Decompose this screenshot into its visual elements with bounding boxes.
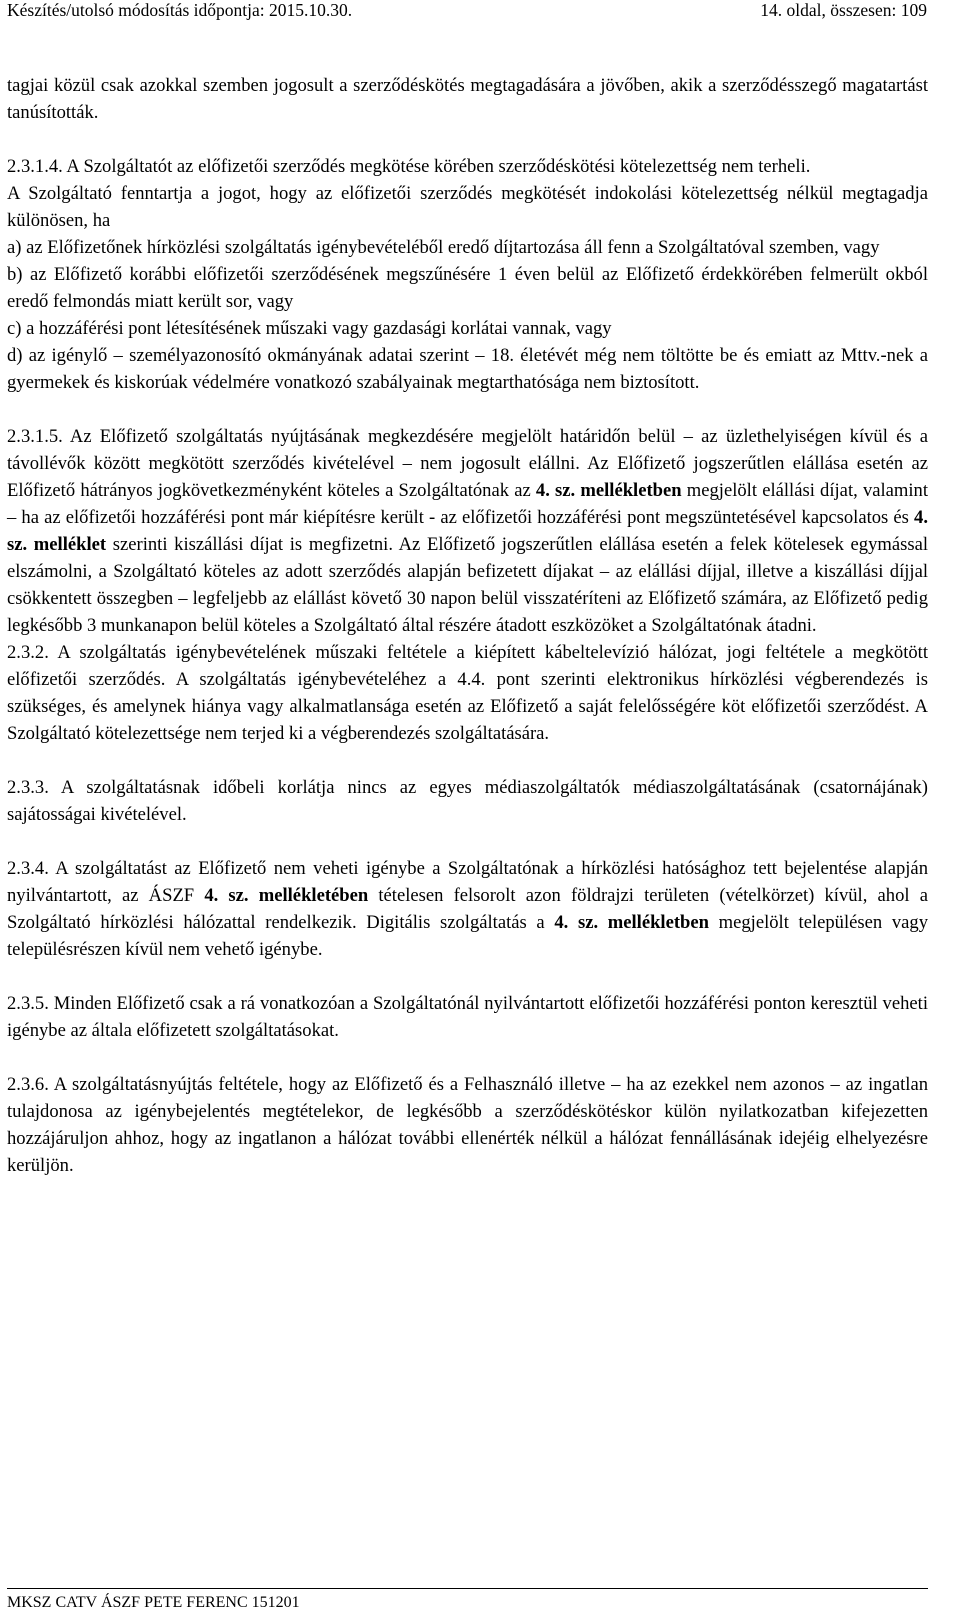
section-2-3-1-5-annex-ref-1: 4. sz. mellékletben bbox=[535, 480, 682, 501]
document-body bbox=[7, 72, 928, 1179]
section-2-3-1-5-text-3: szerinti kiszállási díjat is megfizetni. Az Előfizető jogszerűtlen elállása esetén a felek kötelesek egymással elszámolni, a Szolgáltató köteles az adott szerződés alapján befizetett díjakat – az elállási díjjal, illetve a kiszállási díjjal csökkentett összegben – legfeljebb az elállást követő 30 napon belül visszatéríteni az Előfizető számára, az Előfizető pedig legkésőbb 3 munkanapon belül köteles a Szolgáltató által részére átadott eszközöket a Szolgáltatónak átadni. bbox=[7, 534, 928, 636]
section-2-3-5: 2.3.5. Minden Előfizető csak a rá vonatkozóan a Szolgáltatónál nyilvántartott előfizetői hozzáférési ponton keresztül veheti igénybe az általa előfizetett szolgáltatásokat. bbox=[7, 993, 928, 1041]
section-2-3-1-5 bbox=[7, 423, 928, 639]
footer-divider bbox=[7, 1588, 928, 1589]
list-item-d: d) az igénylő – személyazonosító okmányának adatai szerint – 18. életévét még nem töltötte be és emiatt az Mttv.-nek a gyermekek és kiskorúak védelmére vonatkozó szabályainak megtarthatósága nem biztosított. bbox=[7, 345, 928, 393]
section-2-3-1-5-text-2: megjelölt elállási díjat, valamint – ha az előfizetői hozzáférési pont már kiépítésre került - az előfizetői hozzáférési pont megszüntetésével kapcsolatos és bbox=[7, 480, 929, 528]
section-2-3-4-text-2: tételesen felsorolt azon földrajzi területen (vételkörzet) kívül, ahol a Szolgáltató hírközlési hálózattal rendelkezik. Digitális szolgáltatás a bbox=[7, 885, 928, 933]
list-item-b: b) az Előfizető korábbi előfizetői szerződésének megszűnésére 1 éven belül az Előfizető érdekkörében felmerült okból eredő felmondás miatt került sor, vagy bbox=[7, 264, 928, 312]
page-footer: MKSZ CATV ÁSZF PETE FERENC 151201 bbox=[7, 1594, 300, 1611]
section-2-3-6: 2.3.6. A szolgáltatásnyújtás feltétele, hogy az Előfizető és a Felhasználó illetve – ha az ezekkel nem azonos – az ingatlan tulajdonosa az igénybejelentés megtételekor, de legkésőbb a szerződéskötéskor külön nyilatkozatban kifejezetten hozzájáruljon ahhoz, hogy az ingatlanon a hálózat további ellenérték nélkül a hálózat fennállásának idejéig elhelyezésre kerüljön. bbox=[7, 1074, 928, 1176]
paragraph-refusal-right: A Szolgáltató fenntartja a jogot, hogy az előfizetői szerződés megkötését indokolási kötelezettség nélkül megtagadja különösen, ha bbox=[7, 183, 928, 231]
list-item-a: a) az Előfizetőnek hírközlési szolgáltatás igénybevételéből eredő díjtartozása áll fenn a Szolgáltatóval szemben, vagy bbox=[7, 237, 880, 258]
section-2-3-1-5-annex-ref-2: 4. sz. melléklet bbox=[7, 507, 928, 555]
section-2-3-1-5-text-1: 2.3.1.5. Az Előfizető szolgáltatás nyújtásának megkezdésére megjelölt határidőn belül – az üzlethelyiségen kívül és a távollévők között megkötött szerződés kivételével – nem jogosult elállni. Az Előfizető jogszerűtlen elállása esetén az Előfizető hátrányos jogkövetkezményként köteles a Szolgáltatónak az bbox=[7, 426, 928, 501]
section-2-3-1-4: 2.3.1.4. A Szolgáltatót az előfizetői szerződés megkötése körében szerződéskötési kötelezettség nem terheli. bbox=[7, 156, 811, 177]
section-2-3-4-text-3: megjelölt településen vagy településrészen kívül nem vehető igénybe. bbox=[7, 912, 928, 960]
header-page-number: 14. oldal, összesen: 109 bbox=[760, 0, 927, 20]
page-header bbox=[7, 0, 935, 20]
section-2-3-3: 2.3.3. A szolgáltatásnak időbeli korlátja nincs az egyes médiaszolgáltatók médiaszolgáltatásának (csatornájának) sajátosságai kivételével. bbox=[7, 777, 928, 825]
list-item-c: c) a hozzáférési pont létesítésének műszaki vagy gazdasági korlátai vannak, vagy bbox=[7, 318, 612, 339]
paragraph-continuation: tagjai közül csak azokkal szemben jogosult a szerződéskötés megtagadására a jövőben, akik a szerződésszegő magatartást tanúsították. bbox=[7, 75, 928, 123]
section-2-3-4-annex-ref-1: 4. sz. mellékletében bbox=[204, 885, 369, 906]
section-2-3-2: 2.3.2. A szolgáltatás igénybevételének műszaki feltétele a kiépített kábeltelevízió hálózat, jogi feltétele a megkötött előfizetői szerződés. A szolgáltatás igénybevételéhez a 4.4. pont szerinti elektronikus hírközlési végberendezés is szükséges, és amelynek hiánya vagy alkalmatlansága esetén az Előfizető a saját felelősségére köt előfizetői szerződést. A Szolgáltató kötelezettsége nem terjed ki a végberendezés szolgáltatására. bbox=[7, 642, 928, 744]
section-2-3-4-annex-ref-2: 4. sz. mellékletben bbox=[554, 912, 709, 933]
header-date: Készítés/utolsó módosítás időpontja: 2015.10.30. bbox=[7, 0, 353, 20]
section-2-3-4-text-1: 2.3.4. A szolgáltatást az Előfizető nem veheti igénybe a Szolgáltatónak a hírközlési hatósághoz tett bejelentése alapján nyilvántartott, az ÁSZF bbox=[7, 858, 928, 906]
section-2-3-4 bbox=[7, 855, 928, 963]
